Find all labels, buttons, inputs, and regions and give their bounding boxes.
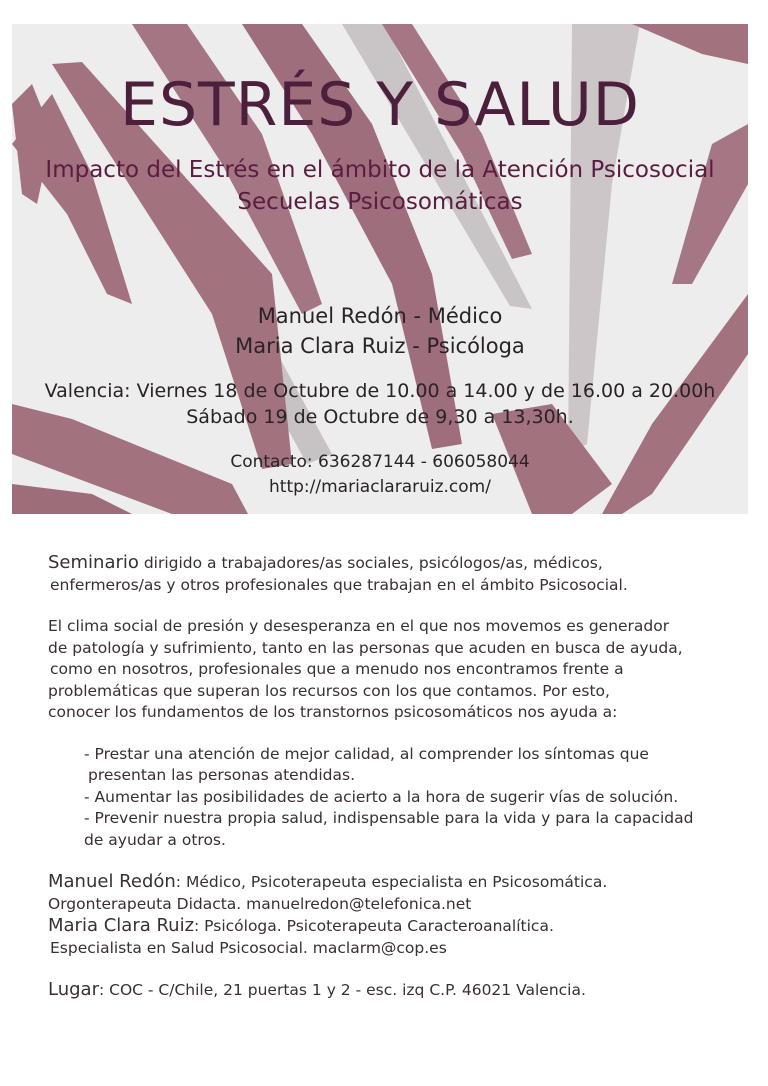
benefit-1-line-2: presentan las personas atendidas. [88,766,356,784]
bio-ruiz-line-2: Especialista en Salud Psicosocial. maclarm@cop.es [50,938,447,957]
header-banner [12,24,748,514]
schedule-saturday: Sábado 19 de Octubre de 9,30 a 13,30h. [186,406,574,428]
seminar-text-1: dirigido a trabajadores/as sociales, psicólogos/as, médicos, [138,554,603,572]
location-address: : COC - C/Chile, 21 puertas 1 y 2 - esc. izq C.P. 46021 Valencia. [98,981,586,999]
schedule-friday: Valencia: Viernes 18 de Octubre de 10.00 a 14.00 y de 16.00 a 20.00h [44,380,716,402]
bio-redon-line-2: Orgonterapeuta Didacta. manuelredon@telefonica.net [48,894,472,913]
benefit-1-line-1: - Prestar una atención de mejor calidad, al comprender los síntomas que [84,744,649,763]
bio-ruiz-name: Maria Clara Ruiz [48,915,195,936]
author-ruiz: Maria Clara Ruiz - Psicóloga [235,334,525,358]
seminar-line-2: enfermeros/as y otros profesionales que trabajan en el ámbito Psicosocial. [50,575,628,594]
seminar-lead: Seminario [48,552,139,573]
body-content [48,552,738,1002]
subtitle-line-2: Secuelas Psicosomáticas [237,189,523,215]
bio-redon-text-1: : Médico, Psicoterapeuta especialista en Psicosomática. [175,873,608,891]
website-link[interactable]: http://mariaclararuiz.com/ [269,477,491,497]
location-label: Lugar [48,979,99,1000]
benefit-3-line-2: de ayudar a otros. [84,830,226,849]
location-line [48,979,738,1002]
bio-redon-line-1 [48,871,738,894]
bio-ruiz-line-1 [48,915,738,938]
benefit-3-line-1: - Prevenir nuestra propia salud, indispensable para la vida y para la capacidad [84,809,694,827]
benefits-list [84,744,738,852]
author-redon: Manuel Redón - Médico [257,304,503,328]
intro-line-2: de patología y sufrimiento, tanto en las personas que acuden en busca de ayuda, [48,638,683,657]
bio-ruiz-text-1: : Psicóloga. Psicoterapeuta Caracteroanalítica. [194,917,554,935]
intro-line-5: conocer los fundamentos de los transtornos psicosomáticos nos ayuda a: [48,703,618,721]
seminar-line-1 [48,552,738,575]
intro-line-1: El clima social de presión y desesperanza en el que nos movemos es generador [48,617,670,635]
contact-phones: Contacto: 636287144 - 606058044 [230,452,530,472]
intro-line-4: problemáticas que superan los recursos con los que contamos. Por esto, [48,681,610,700]
bio-redon-name: Manuel Redón [48,871,176,892]
benefit-2: - Aumentar las posibilidades de acierto a la hora de sugerir vías de solución. [84,787,679,806]
subtitle-line-1: Impacto del Estrés en el ámbito de la Atención Psicosocial [45,157,715,183]
page-title: ESTRÉS Y SALUD [120,70,640,140]
intro-line-3: como en nosotros, profesionales que a menudo nos encontramos frente a [50,660,624,678]
